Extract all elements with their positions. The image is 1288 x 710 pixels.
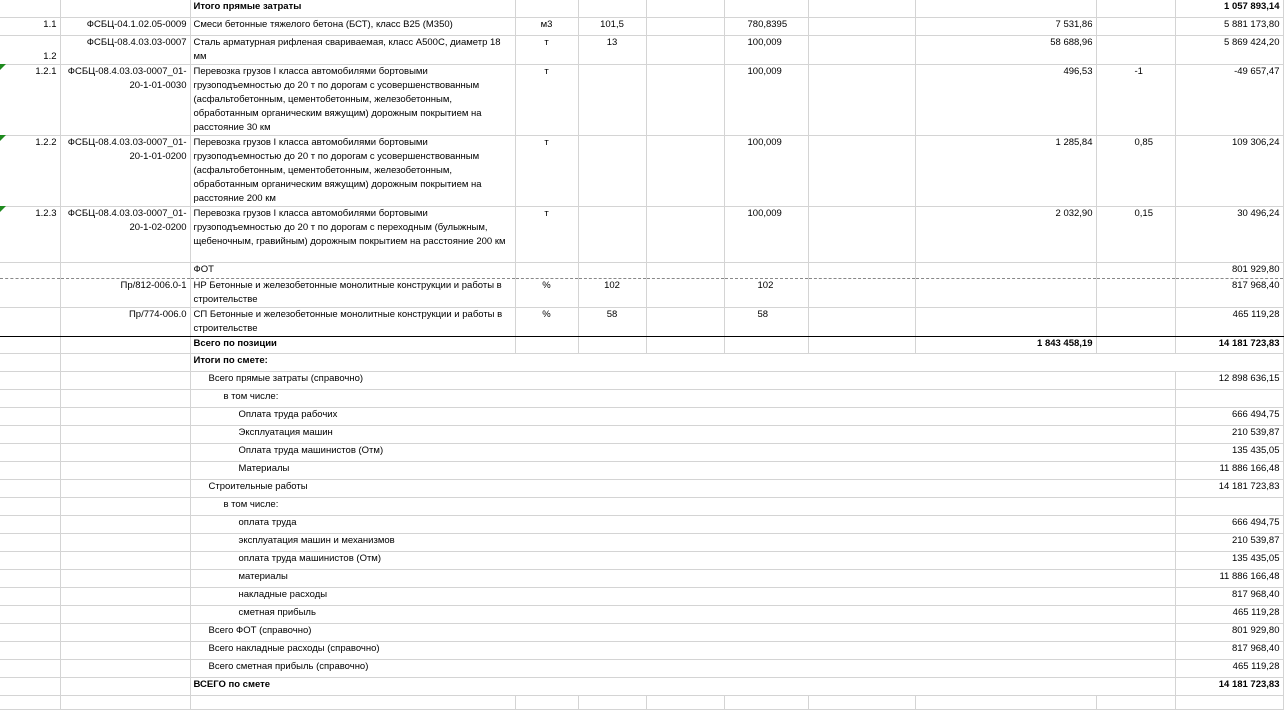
empty-cell[interactable] [724,262,808,278]
nr-code[interactable]: Пр/812-006.0-1 [60,278,190,307]
row-qty-total[interactable]: 100,009 [724,64,808,135]
empty-cell[interactable] [60,461,190,479]
empty-cell[interactable] [60,515,190,533]
table-row [0,35,1283,64]
row-number[interactable]: 1.2.2 [0,135,60,206]
summary-label[interactable]: Оплата труда машинистов (Отм) [190,443,1175,461]
empty-cell[interactable] [0,515,60,533]
empty-cell[interactable] [578,262,646,278]
empty-cell[interactable] [578,695,646,709]
empty-cell[interactable] [0,278,60,307]
summary-row [0,623,1283,641]
sp-code[interactable]: Пр/774-006.0 [60,307,190,336]
row-qty[interactable]: 13 [578,35,646,64]
empty-cell[interactable] [60,262,190,278]
row-qty-total[interactable]: 100,009 [724,206,808,262]
table-row [0,17,1283,35]
empty-cell[interactable] [808,695,915,709]
empty-cell[interactable] [808,35,915,64]
empty-cell[interactable] [0,425,60,443]
summary-value[interactable]: 12 898 636,15 [1175,371,1283,389]
row-name[interactable]: Перевозка грузов I класса автомобилями бортовыми грузоподъемностью до 20 т по дорогам с усовершенствованным (асфальтобетонным, цементобетонным, железобетонным, обработанным органическим вяжущим) дорожным покрытием на расстояние 30 км [190,64,515,135]
summary-row [0,551,1283,569]
empty-cell[interactable] [646,695,724,709]
row-unit[interactable]: м3 [515,17,578,35]
empty-cell[interactable] [515,336,578,353]
row-unit[interactable]: т [515,35,578,64]
summary-label[interactable]: Всего сметная прибыль (справочно) [190,659,1175,677]
sp-total[interactable]: 465 119,28 [1175,307,1283,336]
summary-label[interactable]: в том числе: [190,389,1175,407]
sp-qty[interactable]: 58 [578,307,646,336]
empty-cell[interactable] [0,551,60,569]
empty-cell[interactable] [0,479,60,497]
summary-label[interactable]: эксплуатация машин и механизмов [190,533,1175,551]
nr-row [0,278,1283,307]
row-qty-total[interactable]: 100,009 [724,35,808,64]
empty-cell[interactable] [0,262,60,278]
summary-title[interactable]: Итоги по смете: [190,353,1175,371]
row-price[interactable]: 1 285,84 [915,135,1096,206]
empty-cell[interactable] [515,695,578,709]
empty-cell[interactable] [724,336,808,353]
row-qty-total[interactable]: 100,009 [724,135,808,206]
summary-value[interactable]: 210 539,87 [1175,533,1283,551]
empty-cell[interactable] [808,206,915,262]
summary-value[interactable]: 135 435,05 [1175,443,1283,461]
row-name[interactable]: Сталь арматурная рифленая свариваемая, класс А500С, диаметр 18 мм [190,35,515,64]
empty-cell[interactable] [915,278,1096,307]
empty-cell[interactable] [60,677,190,695]
empty-row [0,695,1283,709]
row-qty-total[interactable]: 780,8395 [724,17,808,35]
summary-row [0,425,1283,443]
row-coef[interactable]: 0,15 [1096,206,1175,262]
summary-row [0,407,1283,425]
summary-row [0,371,1283,389]
summary-row [0,605,1283,623]
empty-cell[interactable] [1096,695,1175,709]
row-total[interactable]: -49 657,47 [1175,64,1283,135]
summary-row [0,389,1283,407]
row-number[interactable]: 1.1 [0,17,60,35]
summary-value[interactable] [1175,497,1283,515]
empty-cell[interactable] [60,551,190,569]
summary-label[interactable]: Эксплуатация машин [190,425,1175,443]
summary-value[interactable]: 11 886 166,48 [1175,461,1283,479]
empty-cell[interactable] [808,135,915,206]
empty-cell[interactable] [646,262,724,278]
summary-label[interactable]: Строительные работы [190,479,1175,497]
summary-value[interactable] [1175,389,1283,407]
empty-cell[interactable] [724,695,808,709]
summary-value[interactable]: 801 929,80 [1175,623,1283,641]
row-number[interactable]: 1.2.1 [0,64,60,135]
empty-cell[interactable] [0,695,60,709]
summary-value[interactable]: 465 119,28 [1175,659,1283,677]
empty-cell[interactable] [60,641,190,659]
row-code[interactable]: ФСБЦ-08.4.03.03-0007_01-20-1-01-0030 [60,64,190,135]
summary-row [0,659,1283,677]
position-total-price[interactable]: 1 843 458,19 [915,336,1096,353]
empty-cell[interactable] [0,407,60,425]
summary-label[interactable]: в том числе: [190,497,1175,515]
summary-value[interactable]: 14 181 723,83 [1175,479,1283,497]
empty-cell[interactable] [915,695,1096,709]
summary-label[interactable]: оплата труда [190,515,1175,533]
empty-cell[interactable] [0,677,60,695]
row-total[interactable]: 109 306,24 [1175,135,1283,206]
row-qty[interactable] [578,135,646,206]
sp-qty-total[interactable]: 58 [724,307,808,336]
nr-total[interactable]: 817 968,40 [1175,278,1283,307]
row-price[interactable]: 7 531,86 [915,17,1096,35]
empty-cell[interactable] [190,695,515,709]
summary-label[interactable]: Материалы [190,461,1175,479]
empty-cell[interactable] [0,307,60,336]
empty-cell[interactable] [60,353,190,371]
empty-cell[interactable] [1175,353,1283,371]
empty-cell[interactable] [578,336,646,353]
row-coef[interactable]: 0,85 [1096,135,1175,206]
row-qty[interactable] [578,206,646,262]
row-code[interactable]: ФСБЦ-08.4.03.03-0007_01-20-1-01-0200 [60,135,190,206]
row-qty[interactable] [578,64,646,135]
top-total-value[interactable]: 1 057 893,14 [1175,0,1283,17]
grand-total-value[interactable]: 14 181 723,83 [1175,677,1283,695]
row-price[interactable]: 2 032,90 [915,206,1096,262]
row-number[interactable]: 1.2.3 [0,206,60,262]
top-total-row [0,0,1283,17]
row-coef[interactable] [1096,35,1175,64]
summary-value[interactable]: 210 539,87 [1175,425,1283,443]
empty-cell[interactable] [60,605,190,623]
nr-qty[interactable]: 102 [578,278,646,307]
empty-cell[interactable] [646,17,724,35]
summary-row [0,587,1283,605]
empty-cell[interactable] [0,389,60,407]
summary-value[interactable]: 817 968,40 [1175,587,1283,605]
row-coef[interactable]: -1 [1096,64,1175,135]
top-total-label[interactable]: Итого прямые затраты [190,0,515,17]
row-number[interactable]: 1.2 [0,35,60,64]
empty-cell[interactable] [60,336,190,353]
summary-row [0,497,1283,515]
empty-cell[interactable] [60,371,190,389]
empty-cell[interactable] [60,443,190,461]
row-name[interactable]: Смеси бетонные тяжелого бетона (БСТ), класс В25 (М350) [190,17,515,35]
empty-cell[interactable] [646,64,724,135]
empty-cell[interactable] [1096,336,1175,353]
summary-label[interactable]: накладные расходы [190,587,1175,605]
summary-label[interactable]: сметная прибыль [190,605,1175,623]
row-unit[interactable]: т [515,64,578,135]
row-code[interactable]: ФСБЦ-04.1.02.05-0009 [60,17,190,35]
empty-cell[interactable] [515,262,578,278]
empty-cell[interactable] [0,623,60,641]
row-code[interactable]: ФСБЦ-08.4.03.03-0007 [60,35,190,64]
comment-indicator-icon[interactable] [0,135,6,141]
empty-cell[interactable] [808,336,915,353]
empty-cell[interactable] [646,206,724,262]
empty-cell[interactable] [646,35,724,64]
empty-cell[interactable] [0,587,60,605]
row-qty[interactable]: 101,5 [578,17,646,35]
summary-label[interactable]: Всего ФОТ (справочно) [190,623,1175,641]
row-coef[interactable] [1096,17,1175,35]
empty-cell[interactable] [808,278,915,307]
empty-cell[interactable] [60,659,190,677]
row-total[interactable]: 30 496,24 [1175,206,1283,262]
empty-cell[interactable] [646,278,724,307]
empty-cell[interactable] [915,307,1096,336]
row-code[interactable]: ФСБЦ-08.4.03.03-0007_01-20-1-02-0200 [60,206,190,262]
summary-label[interactable]: Всего прямые затраты (справочно) [190,371,1175,389]
empty-cell[interactable] [1096,278,1175,307]
summary-value[interactable]: 135 435,05 [1175,551,1283,569]
position-total-label[interactable]: Всего по позиции [190,336,515,353]
empty-cell[interactable] [0,605,60,623]
summary-label[interactable]: Оплата труда рабочих [190,407,1175,425]
summary-label[interactable]: Всего накладные расходы (справочно) [190,641,1175,659]
fot-label[interactable]: ФОТ [190,262,515,278]
summary-row [0,461,1283,479]
summary-row [0,479,1283,497]
empty-cell[interactable] [1175,695,1283,709]
summary-row [0,641,1283,659]
empty-cell[interactable] [1096,307,1175,336]
empty-cell[interactable] [60,533,190,551]
empty-cell[interactable] [60,587,190,605]
summary-row [0,569,1283,587]
row-unit[interactable]: т [515,206,578,262]
grand-total-row [0,677,1283,695]
row-name[interactable]: Перевозка грузов I класса автомобилями бортовыми грузоподъемностью до 20 т по дорогам с усовершенствованным (асфальтобетонным, цементобетонным, железобетонным, обработанным органическим вяжущим) дорожным покрытием на расстояние 200 км [190,135,515,206]
empty-cell[interactable] [808,17,915,35]
table-row [0,135,1283,206]
empty-cell[interactable] [0,336,60,353]
empty-cell[interactable] [0,533,60,551]
row-price[interactable]: 58 688,96 [915,35,1096,64]
summary-row [0,533,1283,551]
empty-cell[interactable] [60,623,190,641]
empty-cell[interactable] [60,695,190,709]
comment-indicator-icon[interactable] [0,64,6,70]
empty-cell[interactable] [0,461,60,479]
summary-label[interactable]: оплата труда машинистов (Отм) [190,551,1175,569]
fot-row [0,262,1283,278]
empty-cell[interactable] [60,479,190,497]
fot-total[interactable]: 801 929,80 [1175,262,1283,278]
summary-title-row [0,353,1283,371]
empty-cell[interactable] [1096,262,1175,278]
empty-cell[interactable] [0,569,60,587]
table-row [0,64,1283,135]
nr-unit[interactable]: % [515,278,578,307]
row-unit[interactable]: т [515,135,578,206]
grand-total-label[interactable]: ВСЕГО по смете [190,677,1175,695]
summary-value[interactable]: 817 968,40 [1175,641,1283,659]
empty-cell[interactable] [808,262,915,278]
summary-value[interactable]: 465 119,28 [1175,605,1283,623]
empty-cell[interactable] [0,641,60,659]
empty-cell[interactable] [0,497,60,515]
position-total-value[interactable]: 14 181 723,83 [1175,336,1283,353]
empty-cell[interactable] [915,262,1096,278]
position-total-row [0,336,1283,353]
empty-cell[interactable] [0,659,60,677]
summary-value[interactable]: 666 494,75 [1175,407,1283,425]
empty-cell[interactable] [60,497,190,515]
empty-cell[interactable] [646,307,724,336]
table-row [0,206,1283,262]
row-total[interactable]: 5 869 424,20 [1175,35,1283,64]
row-total[interactable]: 5 881 173,80 [1175,17,1283,35]
summary-label[interactable]: материалы [190,569,1175,587]
nr-qty-total[interactable]: 102 [724,278,808,307]
empty-cell[interactable] [808,64,915,135]
summary-value[interactable]: 666 494,75 [1175,515,1283,533]
empty-cell[interactable] [60,389,190,407]
summary-row [0,515,1283,533]
empty-cell[interactable] [60,569,190,587]
empty-cell[interactable] [60,407,190,425]
row-name[interactable]: Перевозка грузов I класса автомобилями бортовыми грузоподъемностью до 20 т по дорогам с переходным (булыжным, щебеночным, гравийным) дорожным покрытием на расстояние 200 км [190,206,515,262]
nr-name[interactable]: НР Бетонные и железобетонные монолитные конструкции и работы в строительстве [190,278,515,307]
summary-row [0,443,1283,461]
empty-cell[interactable] [808,307,915,336]
comment-indicator-icon[interactable] [0,206,6,212]
empty-cell[interactable] [646,135,724,206]
summary-value[interactable]: 11 886 166,48 [1175,569,1283,587]
sp-unit[interactable]: % [515,307,578,336]
sp-row [0,307,1283,336]
empty-cell[interactable] [0,353,60,371]
sp-name[interactable]: СП Бетонные и железобетонные монолитные конструкции и работы в строительстве [190,307,515,336]
empty-cell[interactable] [646,336,724,353]
row-price[interactable]: 496,53 [915,64,1096,135]
empty-cell[interactable] [60,425,190,443]
empty-cell[interactable] [0,443,60,461]
empty-cell[interactable] [0,371,60,389]
